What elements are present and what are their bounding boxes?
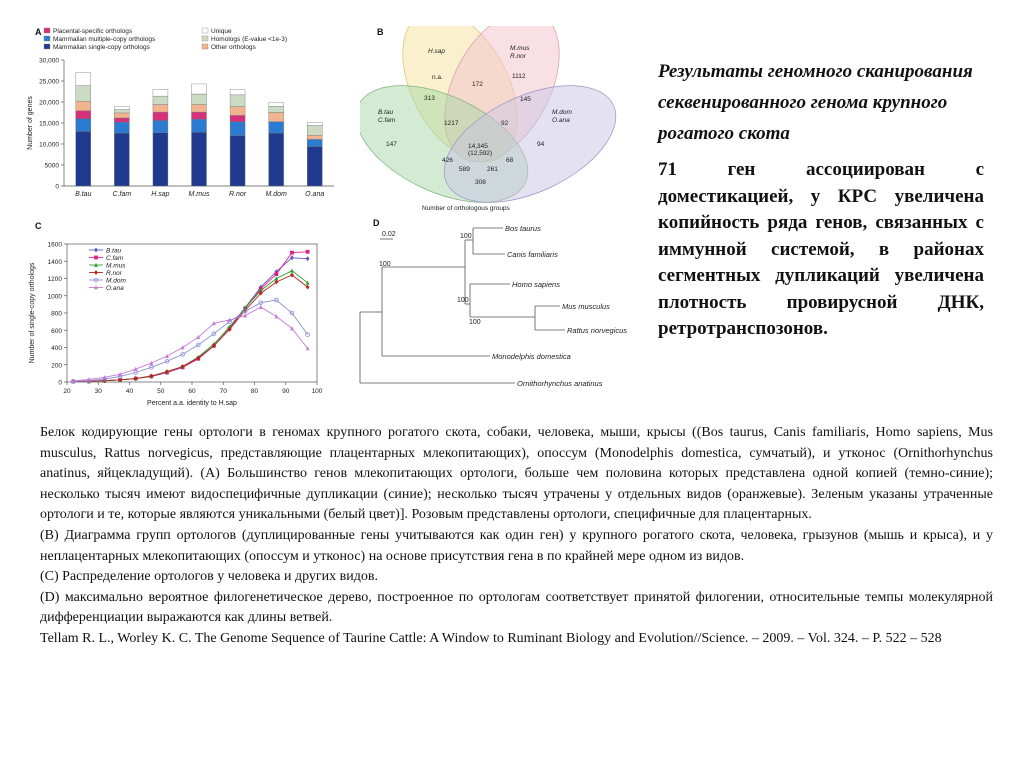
orthologous-groups-venn-diagram [360, 26, 630, 216]
y-tick-label: 600 [51, 327, 62, 335]
x-tick-label: 30 [94, 388, 102, 395]
bootstrap-value: 100 [457, 297, 469, 304]
legend-marker [94, 270, 98, 275]
y-tick-label: 200 [51, 362, 62, 370]
panel-c-label: C [35, 221, 42, 231]
tree-taxon: Ornithorhynchus anatinus [517, 379, 603, 388]
bar-segment [153, 96, 168, 104]
bar-segment [114, 118, 129, 122]
bar-segment [269, 133, 284, 186]
x-tick-label: M.mus [188, 191, 210, 198]
ortholog-identity-line-chart [22, 232, 332, 422]
venn-region-count: 147 [386, 141, 397, 148]
legend-label: Mammalian multiple-copy orthologs [53, 36, 156, 43]
bar-segment [269, 106, 284, 112]
venn-region-count: 426 [442, 157, 453, 164]
bar-segment [269, 113, 284, 122]
x-tick-label: 100 [311, 388, 323, 395]
bar-segment [192, 94, 207, 105]
data-point [181, 345, 185, 349]
x-axis-label: Percent a.a. identity to H.sap [147, 400, 237, 407]
y-tick-label: 25,000 [39, 78, 59, 86]
bar-segment [230, 136, 245, 186]
bar-segment [307, 147, 322, 186]
bar-segment [192, 105, 207, 113]
y-axis-label: Number of single-copy orthologs [29, 262, 36, 364]
tree-taxon: Monodelphis domestica [492, 352, 571, 361]
phylogenetic-tree [355, 220, 655, 400]
bar-segment [114, 110, 129, 113]
x-tick-label: O.ana [305, 191, 325, 198]
bar-segment [192, 132, 207, 186]
data-point [290, 326, 294, 330]
venn-set-label-m-dom-o-ana: M.dom O.ana [552, 109, 572, 124]
panel-a-label: A [35, 27, 42, 37]
legend-label: R.nor [106, 270, 122, 277]
venn-set-label-b-tau-c-fam: B.tau C.fam [378, 109, 396, 124]
bootstrap-value: 100 [469, 319, 481, 326]
x-tick-label: M.dom [265, 191, 287, 198]
bootstrap-value: 100 [460, 233, 472, 240]
y-tick-label: 1400 [47, 258, 62, 266]
legend-label: M.mus [106, 262, 126, 270]
bar-segment [307, 126, 322, 136]
x-tick-label: 40 [125, 388, 134, 395]
bar-segment [307, 123, 322, 126]
bar-segment [230, 107, 245, 116]
tree-taxon: Rattus norvegicus [567, 326, 628, 335]
bar-segment [153, 133, 168, 186]
y-tick-label: 0 [58, 379, 62, 387]
bar-segment [192, 112, 207, 119]
legend-label: Placental-specific orthologs [53, 28, 133, 35]
y-tick-label: 5000 [44, 162, 59, 170]
y-tick-label: 1000 [47, 293, 62, 301]
y-tick-label: 800 [51, 310, 62, 318]
bar-segment [192, 84, 207, 94]
venn-set-label-m-mus-r-nor: M.mus R.nor [510, 45, 530, 60]
bootstrap-value: 100 [379, 261, 391, 268]
bar-segment [114, 113, 129, 118]
legend-swatch [44, 44, 50, 49]
venn-region-count: 308 [475, 179, 486, 186]
venn-region-count: 1112 [512, 73, 526, 80]
tree-scale-label: 0.02 [382, 231, 396, 238]
bar-segment [307, 135, 322, 139]
tree-taxon: Bos taurus [505, 224, 541, 233]
bar-segment [230, 122, 245, 136]
legend-swatch [202, 36, 208, 41]
caption-paragraph: (В) Диаграмма групп ортологов (дуплицированные гены учитываются как один ген) у крупного рогатого скота, человека, грызунов (мышь и крыса), и у неплацентарных млекопитающих (опоссум и утконос) на основе присутствия гена в по крайней мере одном из видов. [40, 527, 993, 564]
venn-region-count: 261 [487, 166, 498, 173]
bar-segment [76, 131, 91, 186]
caption-paragraph: (D) максимально вероятное филогенетическое дерево, построенное по ортологам соответствует принятой филогении, относительные темпы молекулярной дифференциации выражаются как длины ветвей. [40, 589, 993, 626]
venn-region-count: 313 [424, 95, 435, 102]
y-tick-label: 20,000 [39, 99, 59, 107]
bar-segment [153, 105, 168, 113]
caption-reference: Tellam R. L., Worley K. C. The Genome Sequence of Taurine Cattle: A Window to Ruminant Biology and Evolution//Science. – 2009. – Vol. 324. – P. 522 – 528 [40, 630, 942, 646]
legend-swatch [202, 28, 208, 33]
bar-segment [76, 111, 91, 119]
bar-segment [269, 103, 284, 106]
bar-segment [153, 89, 168, 96]
bar-segment [153, 120, 168, 132]
x-tick-label: 20 [63, 388, 71, 395]
x-tick-label: B.tau [75, 191, 92, 198]
legend-swatch [44, 28, 50, 33]
x-tick-label: 50 [157, 388, 165, 395]
venn-region-count: 172 [472, 81, 483, 88]
bar-segment [114, 122, 129, 133]
slide-summary: 71 ген ассоциирован с доместикацией, у КРС увеличена копийность ряда генов, связанных с иммунной системой, в районах сегментных дупликаций увеличена плотность провирусной ДНК, ретротранспозонов. [658, 159, 984, 339]
y-tick-label: 1600 [47, 241, 62, 249]
slide-title: Результаты геномного сканирования секвенированного генома крупного рогатого скота [658, 61, 973, 144]
bar-segment [230, 89, 245, 94]
legend-label: M.dom [106, 277, 126, 285]
bar-segment [114, 133, 129, 186]
data-point [290, 273, 294, 278]
venn-caption: Number of orthologous groups [422, 205, 510, 212]
legend-label: C.fam [106, 255, 124, 262]
panel-b-label: B [377, 27, 384, 37]
tree-taxon: Canis familiaris [507, 250, 558, 259]
legend-swatch [202, 44, 208, 49]
data-point [306, 285, 310, 290]
bar-segment [76, 86, 91, 102]
bar-segment [307, 139, 322, 146]
data-point [259, 305, 263, 309]
x-tick-label: R.nor [229, 191, 247, 198]
data-point [243, 313, 247, 317]
venn-region-count: n.a. [432, 74, 443, 81]
data-point [165, 354, 169, 358]
venn-region-count: 68 [506, 157, 514, 164]
panel-d-label: D [373, 218, 380, 228]
x-tick-label: 90 [282, 388, 290, 395]
venn-region-count-core: 14,345 (12,592) [468, 143, 493, 157]
x-tick-label: 60 [188, 388, 196, 395]
bar-segment [114, 106, 129, 109]
bar-segment [76, 73, 91, 86]
tree-taxon: Mus musculus [562, 302, 610, 311]
caption-paragraph: Белок кодирующие гены ортологи в геномах крупного рогатого скота, собаки, человека, мыши, крысы ((Bos taurus, Canis familiaris, Homo sapiens, Mus musculus, Rattus norvegicus, представляющие плацентарных млекопитающих), опоссум (Monodelphis domestica, сумчатый), и утконос (Ornithorhynchus anatinus, яйцекладущий). (А) Большинство генов млекопитающих ортологи, больше чем половина которых представлена одной копией (темно-синие); несколько тысяч имеют видоспецифичные дупликации (синие); несколько тысяч утрачены у отдельных видов (оранжевые). Зеленым указаны утраченные ортологи и те, которые являются уникальными (белый цвет)]. Розовым представлены ортологи, специфичные для плацентарных. [40, 425, 993, 523]
data-point [306, 256, 310, 261]
y-tick-label: 15,000 [39, 120, 59, 128]
figure-caption [40, 423, 993, 650]
tree-taxon: Homo sapiens [512, 280, 560, 289]
bar-segment [269, 122, 284, 133]
legend-label: Unique [211, 28, 232, 35]
legend-label: Other orthologs [211, 44, 256, 51]
data-point [290, 268, 294, 272]
venn-set-label-h-sap: H.sap [428, 48, 445, 55]
gene-count-bar-chart [22, 26, 352, 216]
y-tick-label: 400 [51, 345, 62, 352]
legend-label: B.tau [106, 247, 122, 255]
caption-paragraph: (С) Распределение ортологов у человека и других видов. [40, 569, 378, 585]
x-tick-label: 80 [250, 388, 259, 395]
series-line [73, 307, 307, 381]
venn-region-count: 1217 [444, 120, 459, 127]
bar-segment [76, 119, 91, 132]
y-axis-label: Number of genes [27, 96, 34, 150]
y-tick-label: 1200 [47, 276, 62, 283]
bar-segment [153, 112, 168, 120]
y-tick-label: 0 [55, 183, 59, 191]
data-point [274, 272, 278, 276]
bar-segment [230, 95, 245, 107]
series-line [73, 300, 307, 381]
x-tick-label: 70 [219, 388, 227, 395]
data-point [290, 251, 294, 255]
venn-region-count: 589 [459, 166, 470, 173]
data-point [274, 314, 278, 318]
slide-text-block [658, 56, 984, 343]
x-tick-label: H.sap [151, 191, 170, 198]
x-tick-label: C.fam [112, 191, 132, 198]
bar-segment [230, 115, 245, 121]
legend-swatch [44, 36, 50, 41]
legend-label: O.ana [106, 285, 124, 292]
legend-marker [94, 248, 98, 253]
venn-region-count: 145 [520, 96, 531, 103]
venn-region-count: 94 [537, 141, 545, 148]
data-point [306, 281, 310, 285]
legend-label: Mammalian single-copy orthologs [53, 44, 150, 51]
bar-segment [76, 101, 91, 111]
data-point [306, 250, 310, 254]
bar-segment [192, 119, 207, 132]
legend-label: Homologs (E-value <1e-3) [211, 36, 288, 43]
y-tick-label: 30,000 [39, 57, 59, 65]
venn-region-count: 92 [501, 120, 509, 127]
legend-marker [94, 256, 98, 260]
y-tick-label: 10,000 [39, 141, 59, 149]
